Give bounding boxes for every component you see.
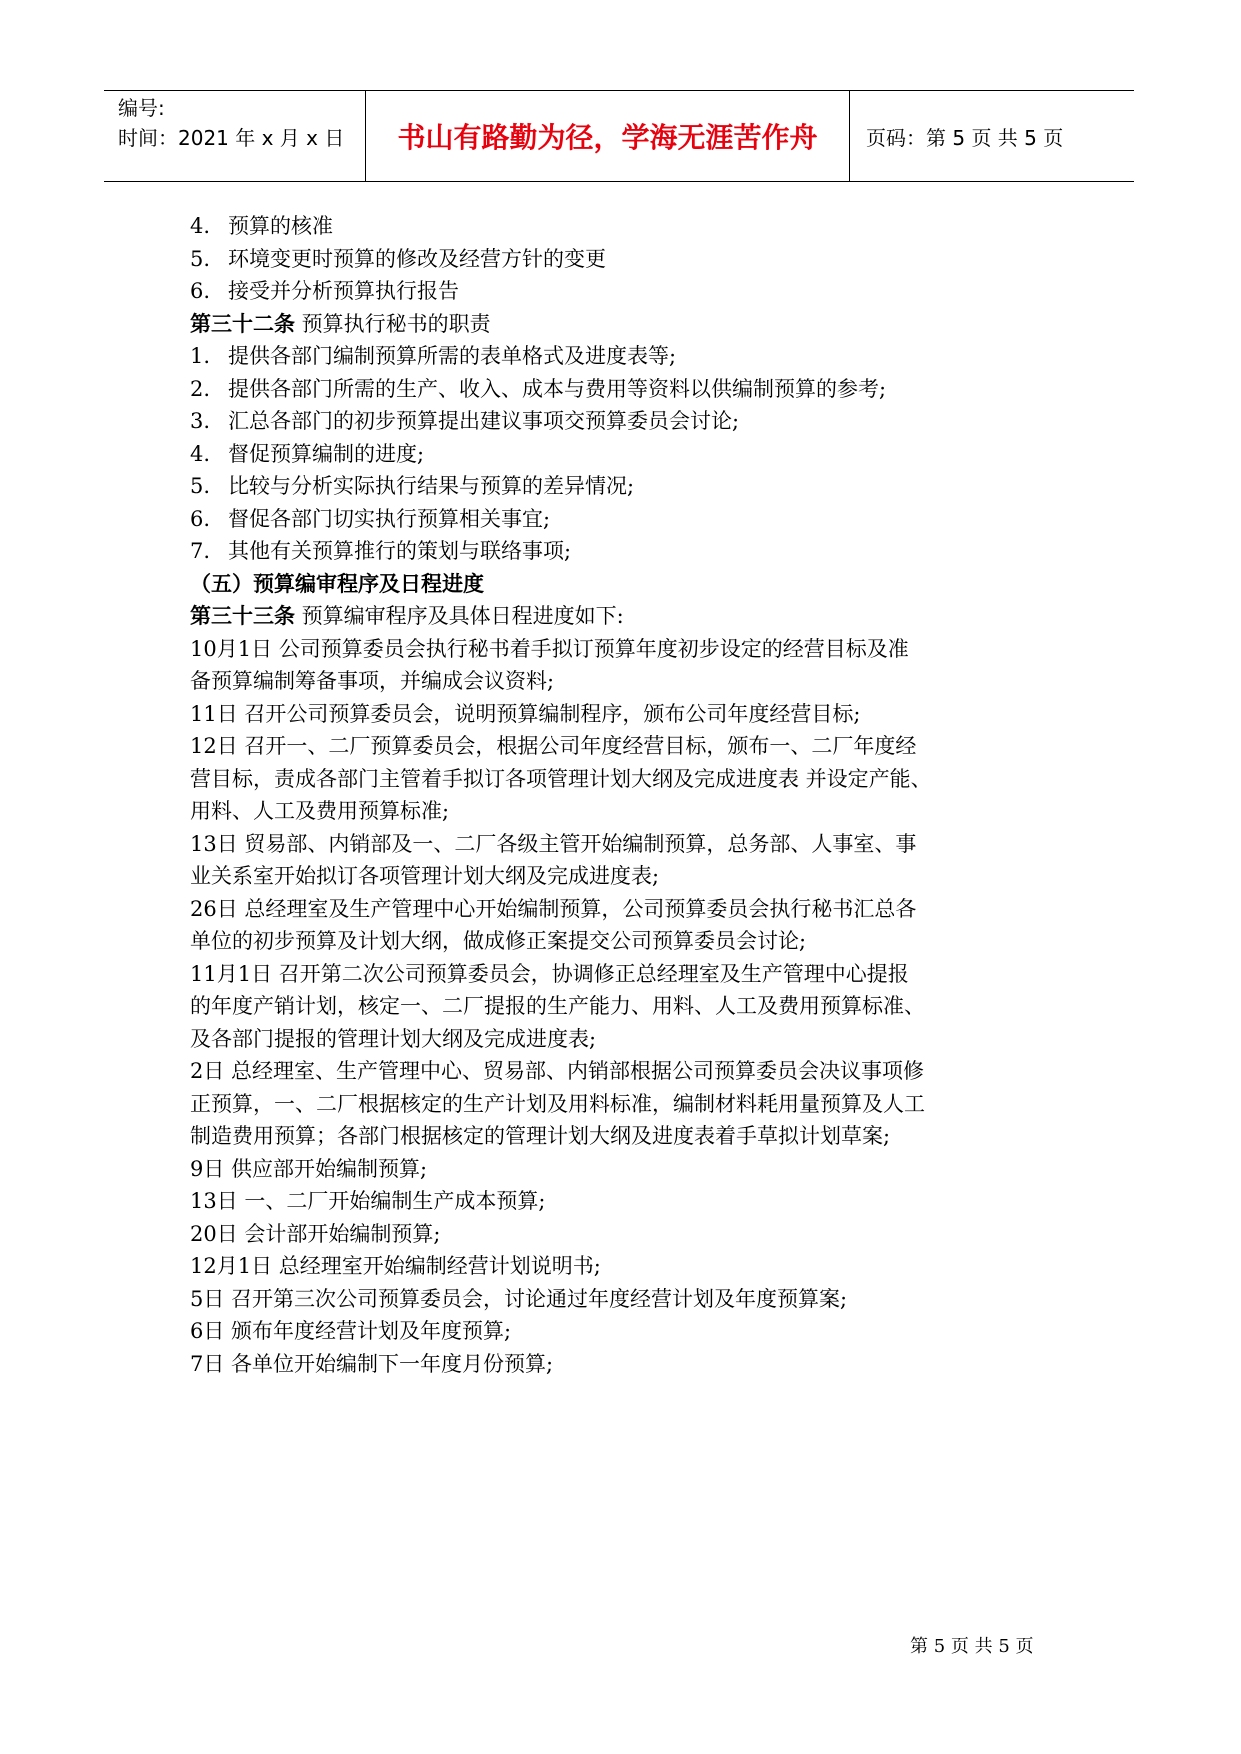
schedule-line: 2日 总经理室、生产管理中心、贸易部、内销部根据公司预算委员会决议事项修 (190, 1059, 925, 1083)
header-page-label: 页码：第 5 页 共 5 页 (866, 125, 1064, 150)
schedule-line: 制造费用预算；各部门根据核定的管理计划大纲及进度表着手草拟计划草案; (190, 1124, 891, 1148)
schedule-line: 营目标，责成各部门主管着手拟订各项管理计划大纲及完成进度表 并设定产能、 (190, 766, 932, 791)
list-item: 4. 督促预算编制的进度; (190, 441, 425, 466)
schedule-line: 5日 召开第三次公司预算委员会，讨论通过年度经营计划及年度预算案; (190, 1286, 848, 1311)
schedule-line: 12月1日 总经理室开始编制经营计划说明书; (190, 1254, 601, 1278)
header-motto-cell (366, 91, 850, 181)
section-5-heading: （五）预算编审程序及日程进度 (190, 570, 484, 596)
list-item: 6. 接受并分析预算执行报告 (190, 279, 459, 303)
schedule-line: 单位的初步预算及计划大纲，做成修正案提交公司预算委员会讨论; (190, 929, 807, 953)
schedule-line: 正预算，一、二厂根据核定的生产计划及用料标准，编制材料耗用量预算及人工 (190, 1091, 925, 1116)
list-item: 6. 督促各部门切实执行预算相关事宜; (190, 506, 551, 531)
document-time-label: 时间：2021 年 x 月 x 日 (118, 126, 345, 150)
header-table (104, 90, 1134, 182)
schedule-line: 6日 颁布年度经营计划及年度预算; (190, 1319, 512, 1343)
header-motto: 书山有路勤为径，学海无涯苦作舟 (397, 121, 818, 154)
schedule-line: 11月1日 召开第二次公司预算委员会，协调修正总经理室及生产管理中心提报 (190, 961, 909, 986)
document-number-label: 编号: (118, 96, 165, 120)
schedule-line: 10月1日 公司预算委员会执行秘书着手拟订预算年度初步设定的经营目标及准 (190, 636, 909, 661)
schedule-line: 7日 各单位开始编制下一年度月份预算; (190, 1351, 554, 1376)
schedule-line: 13日 一、二厂开始编制生产成本预算; (190, 1189, 546, 1213)
schedule-line: 用料、人工及费用预算标准; (190, 799, 450, 823)
schedule-line: 备预算编制筹备事项，并编成会议资料; (190, 669, 555, 693)
schedule-line: 的年度产销计划，核定一、二厂提报的生产能力、用料、人工及费用预算标准、 (190, 994, 925, 1018)
schedule-line: 20日 会计部开始编制预算; (190, 1221, 441, 1246)
list-item: 4. 预算的核准 (190, 214, 333, 238)
document-body (190, 210, 1070, 1380)
list-item: 1. 提供各部门编制预算所需的表单格式及进度表等; (190, 344, 677, 368)
list-item: 7. 其他有关预算推行的策划与联络事项; (190, 539, 572, 563)
schedule-list (190, 633, 1070, 1381)
list-item: 2. 提供各部门所需的生产、收入、成本与费用等资料以供编制预算的参考; (190, 376, 887, 401)
page-footer: 第 5 页 共 5 页 (910, 1636, 1034, 1657)
schedule-line: 9日 供应部开始编制预算; (190, 1156, 428, 1181)
schedule-line: 13日 贸易部、内销部及一、二厂各级主管开始编制预算，总务部、人事室、事 (190, 831, 917, 856)
schedule-line: 12日 召开一、二厂预算委员会，根据公司年度经营目标，颁布一、二厂年度经 (190, 734, 917, 758)
header-page-cell (850, 91, 1134, 181)
article-32-heading: 第三十二条 预算执行秘书的职责 (190, 310, 491, 336)
list-item: 3. 汇总各部门的初步预算提出建议事项交预算委员会讨论; (190, 409, 740, 433)
article-33-heading: 第三十三条 预算编审程序及具体日程进度如下: (190, 603, 624, 628)
list-item: 5. 环境变更时预算的修改及经营方针的变更 (190, 246, 606, 271)
list-item: 5. 比较与分析实际执行结果与预算的差异情况; (190, 474, 635, 498)
schedule-line: 26日 总经理室及生产管理中心开始编制预算，公司预算委员会执行秘书汇总各 (190, 896, 917, 921)
header-info-cell (104, 91, 366, 181)
schedule-line: 及各部门提报的管理计划大纲及完成进度表; (190, 1026, 597, 1051)
schedule-line: 业关系室开始拟订各项管理计划大纲及完成进度表; (190, 864, 660, 888)
schedule-line: 11日 召开公司预算委员会，说明预算编制程序，颁布公司年度经营目标; (190, 701, 861, 726)
